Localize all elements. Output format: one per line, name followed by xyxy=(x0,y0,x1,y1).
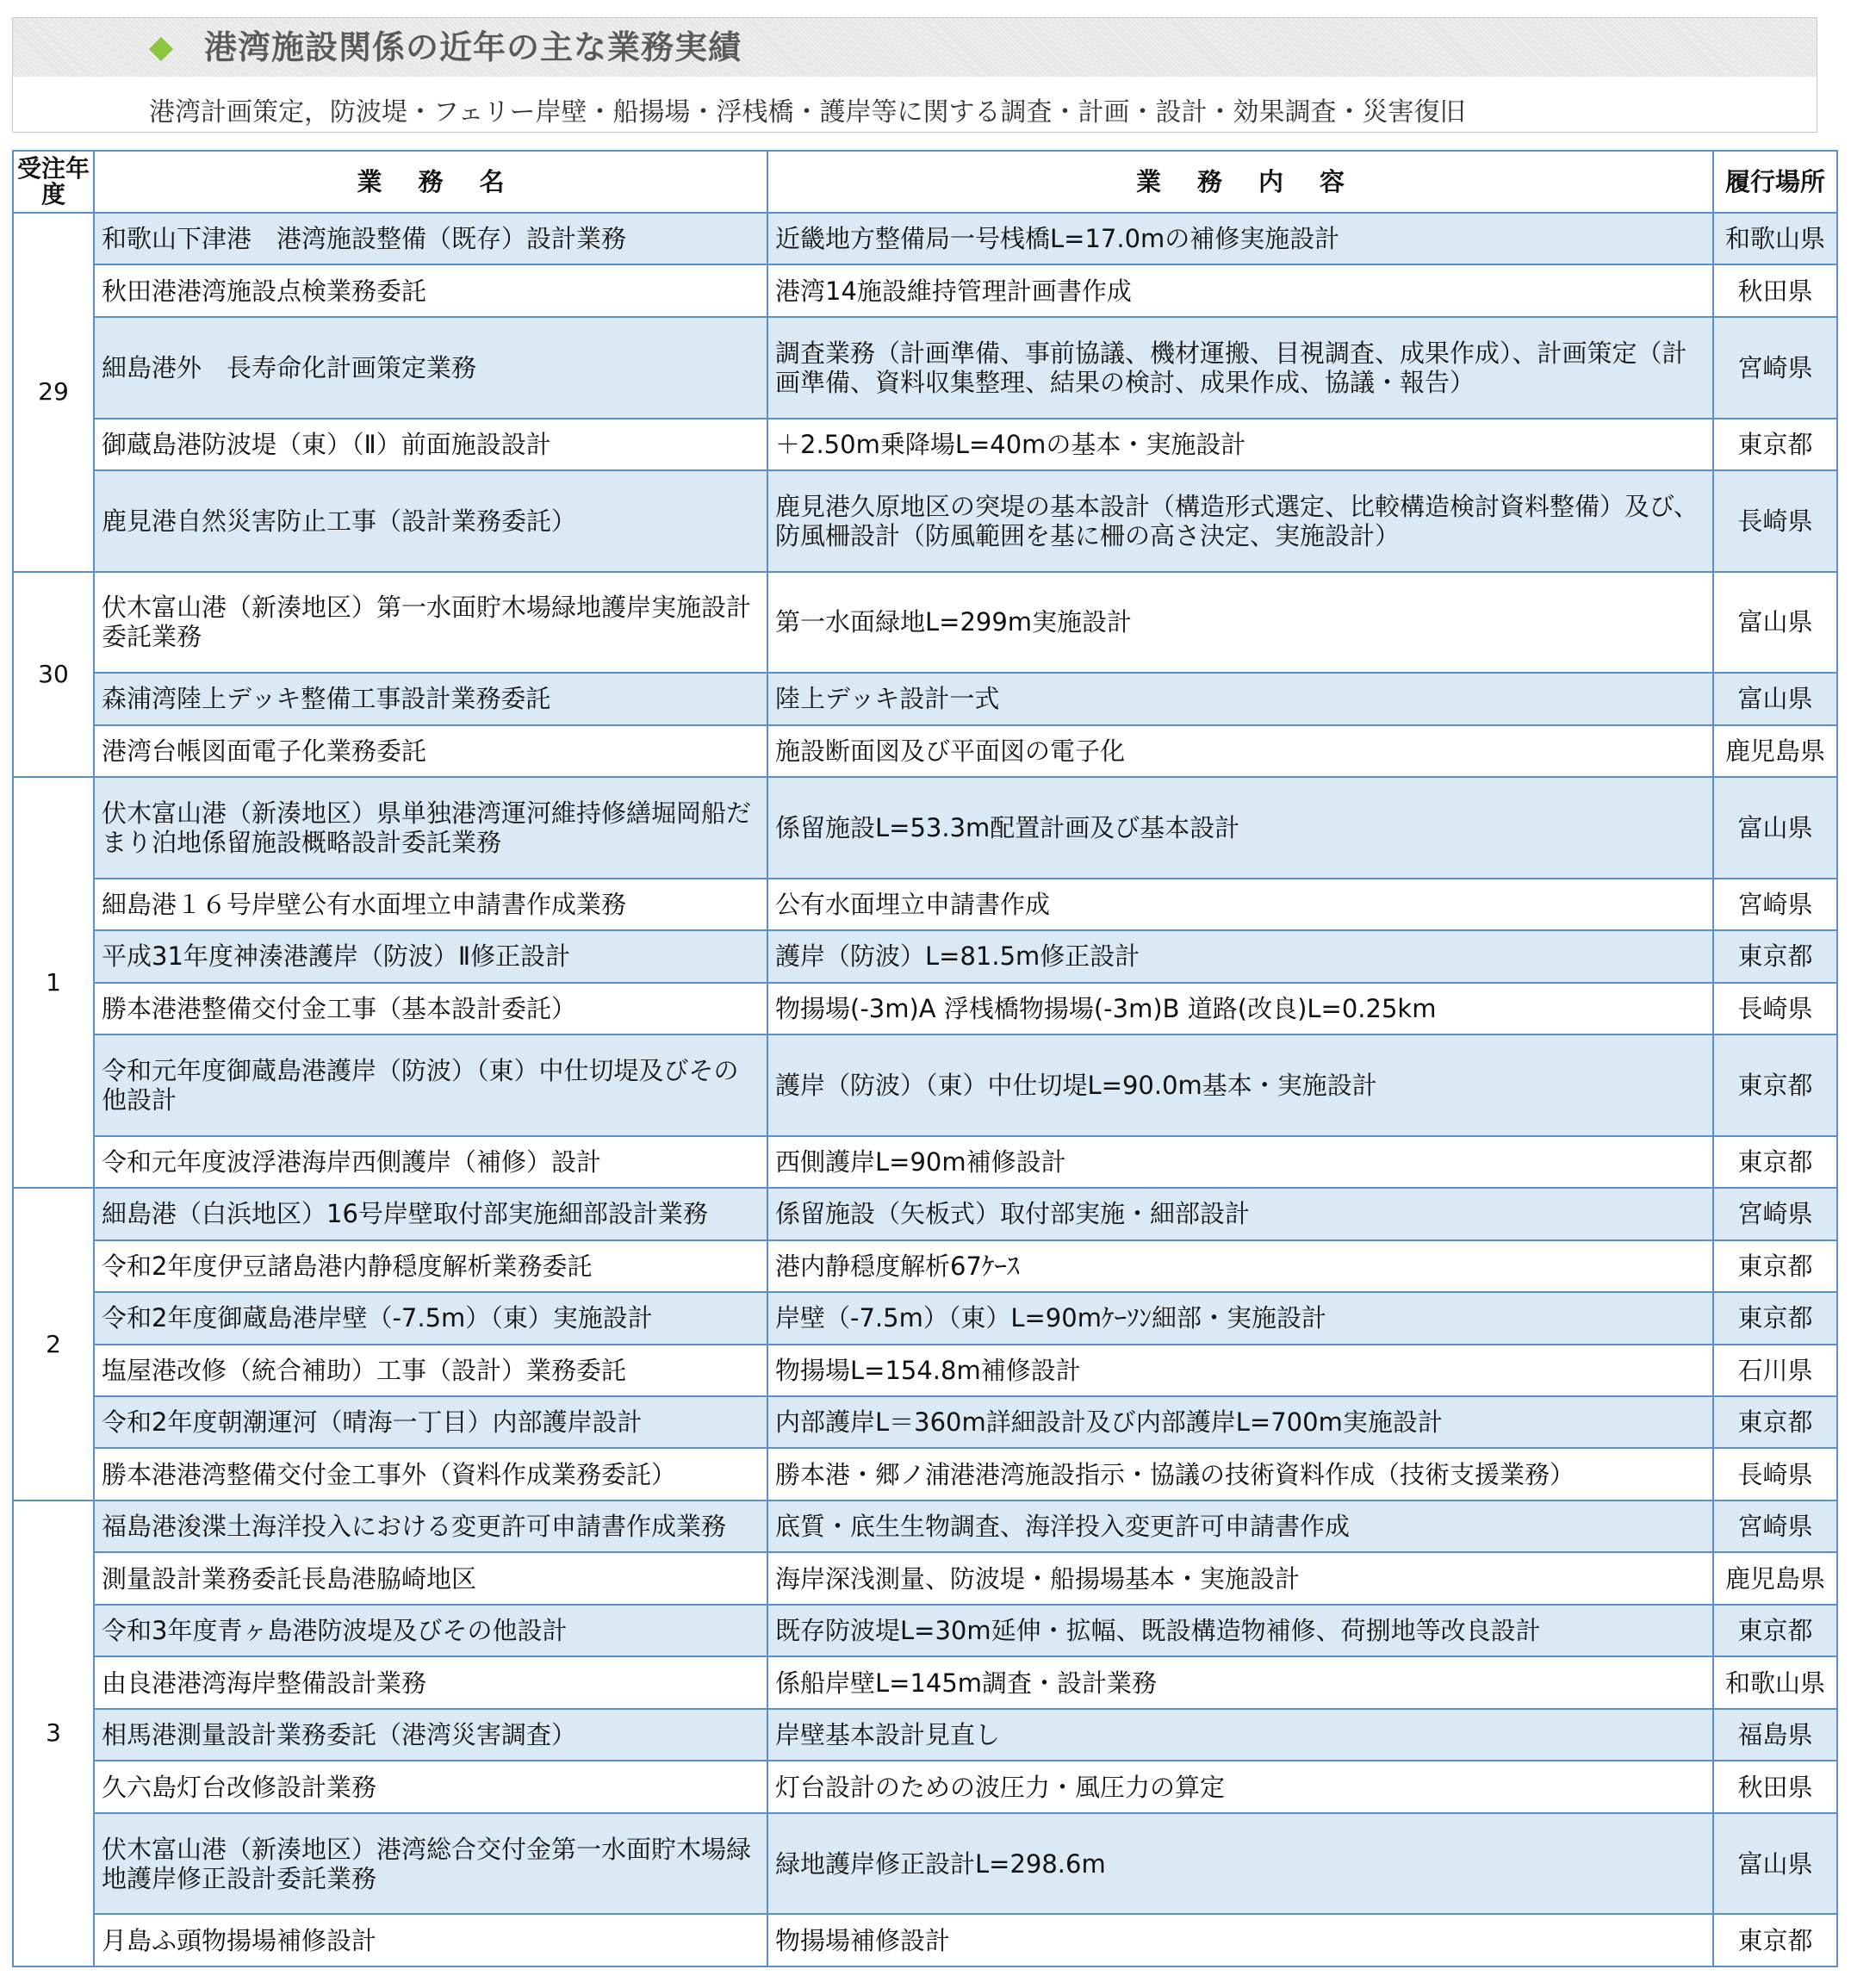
work-content-cell: 近畿地方整備局一号桟橋L=17.0mの補修実施設計 xyxy=(767,213,1713,264)
table-row xyxy=(13,1552,1837,1604)
work-content-cell: 物揚場(-3m)A 浮桟橋物揚場(-3m)B 道路(改良)L=0.25km xyxy=(767,983,1713,1034)
work-name-cell: 令和2年度御蔵島港岸壁（-7.5m）（東）実施設計 xyxy=(94,1292,767,1344)
place-cell: 宮崎県 xyxy=(1713,1500,1837,1552)
table-row xyxy=(13,213,1837,264)
place-cell: 長崎県 xyxy=(1713,983,1837,1034)
place-cell: 東京都 xyxy=(1713,1034,1837,1136)
place-cell: 東京都 xyxy=(1713,1396,1837,1448)
header-name: 業務名 xyxy=(94,151,767,213)
work-content-cell: 岸壁（-7.5m）（東）L=90mｹｰｿﾝ細部・実施設計 xyxy=(767,1292,1713,1344)
work-name-cell: 伏木富山港（新湊地区）第一水面貯木場緑地護岸実施設計委託業務 xyxy=(94,572,767,674)
work-content-cell: ＋2.50m乗降場L=40mの基本・実施設計 xyxy=(767,419,1713,470)
header-place: 履行場所 xyxy=(1713,151,1837,213)
place-cell: 秋田県 xyxy=(1713,264,1837,316)
work-content-cell: 施設断面図及び平面図の電子化 xyxy=(767,725,1713,777)
work-content-cell: 係船岸壁L=145m調査・設計業務 xyxy=(767,1656,1713,1708)
work-content-cell: 第一水面緑地L=299m実施設計 xyxy=(767,572,1713,674)
place-cell: 東京都 xyxy=(1713,419,1837,470)
work-name-cell: 令和元年度御蔵島港護岸（防波）（東）中仕切堤及びその他設計 xyxy=(94,1034,767,1136)
table-row xyxy=(13,1656,1837,1708)
place-cell: 鹿児島県 xyxy=(1713,725,1837,777)
place-cell: 和歌山県 xyxy=(1713,213,1837,264)
work-content-cell: 護岸（防波）（東）中仕切堤L=90.0m基本・実施設計 xyxy=(767,1034,1713,1136)
work-content-cell: 海岸深浅測量、防波堤・船揚場基本・実施設計 xyxy=(767,1552,1713,1604)
work-name-cell: 相馬港測量設計業務委託（港湾災害調査） xyxy=(94,1709,767,1761)
place-cell: 石川県 xyxy=(1713,1345,1837,1396)
work-content-cell: 港内静穏度解析67ｹｰｽ xyxy=(767,1240,1713,1292)
work-name-cell: 令和2年度朝潮運河（晴海一丁目）内部護岸設計 xyxy=(94,1396,767,1448)
work-name-cell: 平成31年度神湊港護岸（防波）Ⅱ修正設計 xyxy=(94,930,767,982)
work-name-cell: 令和元年度波浮港海岸西側護岸（補修）設計 xyxy=(94,1136,767,1188)
work-name-cell: 塩屋港改修（統合補助）工事（設計）業務委託 xyxy=(94,1345,767,1396)
year-cell: 1 xyxy=(13,777,94,1188)
work-content-cell: 底質・底生生物調査、海洋投入変更許可申請書作成 xyxy=(767,1500,1713,1552)
table-row xyxy=(13,983,1837,1034)
table-row xyxy=(13,1605,1837,1656)
place-cell: 東京都 xyxy=(1713,1240,1837,1292)
work-name-cell: 秋田港港湾施設点検業務委託 xyxy=(94,264,767,316)
table-row xyxy=(13,1709,1837,1761)
place-cell: 東京都 xyxy=(1713,1914,1837,1966)
year-cell: 29 xyxy=(13,213,94,572)
year-cell: 30 xyxy=(13,572,94,778)
work-name-cell: 伏木富山港（新湊地区）県単独港湾運河維持修繕堀岡船だまり泊地係留施設概略設計委託業務 xyxy=(94,777,767,879)
work-content-cell: 西側護岸L=90m補修設計 xyxy=(767,1136,1713,1188)
work-content-cell: 調査業務（計画準備、事前協議、機材運搬、目視調査、成果作成）、計画策定（計画準備、資料収集整理、結果の検討、成果作成、協議・報告） xyxy=(767,317,1713,419)
work-content-cell: 係留施設（矢板式）取付部実施・細部設計 xyxy=(767,1188,1713,1239)
work-name-cell: 細島港１６号岸壁公有水面埋立申請書作成業務 xyxy=(94,879,767,930)
table-row xyxy=(13,1500,1837,1552)
table-row xyxy=(13,470,1837,572)
table-row xyxy=(13,777,1837,879)
place-cell: 宮崎県 xyxy=(1713,1188,1837,1239)
work-content-cell: 公有水面埋立申請書作成 xyxy=(767,879,1713,930)
table-row xyxy=(13,1761,1837,1812)
place-cell: 東京都 xyxy=(1713,1136,1837,1188)
place-cell: 長崎県 xyxy=(1713,470,1837,572)
place-cell: 宮崎県 xyxy=(1713,317,1837,419)
work-name-cell: 令和3年度青ヶ島港防波堤及びその他設計 xyxy=(94,1605,767,1656)
table-row xyxy=(13,1188,1837,1239)
work-name-cell: 細島港（白浜地区）16号岸壁取付部実施細部設計業務 xyxy=(94,1188,767,1239)
place-cell: 東京都 xyxy=(1713,930,1837,982)
work-name-cell: 森浦湾陸上デッキ整備工事設計業務委託 xyxy=(94,673,767,724)
place-cell: 宮崎県 xyxy=(1713,879,1837,930)
table-row xyxy=(13,1345,1837,1396)
section-subtitle: 港湾計画策定，防波堤・フェリー岸壁・船揚場・浮桟橋・護岸等に関する調査・計画・設計・効果調査・災害復旧 xyxy=(149,97,1466,127)
table-row xyxy=(13,1813,1837,1915)
work-content-cell: 勝本港・郷ノ浦港港湾施設指示・協議の技術資料作成（技術支援業務） xyxy=(767,1448,1713,1500)
table-row xyxy=(13,1240,1837,1292)
work-content-cell: 鹿見港久原地区の突堤の基本設計（構造形式選定、比較構造検討資料整備）及び、防風柵設計（防風範囲を基に柵の高さ決定、実施設計） xyxy=(767,470,1713,572)
work-name-cell: 測量設計業務委託長島港脇崎地区 xyxy=(94,1552,767,1604)
section-header xyxy=(12,17,1817,133)
place-cell: 福島県 xyxy=(1713,1709,1837,1761)
table-row xyxy=(13,264,1837,316)
header-content: 業務内容 xyxy=(767,151,1713,213)
work-content-cell: 係留施設L=53.3m配置計画及び基本設計 xyxy=(767,777,1713,879)
work-name-cell: 令和2年度伊豆諸島港内静穏度解析業務委託 xyxy=(94,1240,767,1292)
work-content-cell: 陸上デッキ設計一式 xyxy=(767,673,1713,724)
place-cell: 鹿児島県 xyxy=(1713,1552,1837,1604)
table-row xyxy=(13,1914,1837,1966)
place-cell: 富山県 xyxy=(1713,777,1837,879)
place-cell: 和歌山県 xyxy=(1713,1656,1837,1708)
place-cell: 東京都 xyxy=(1713,1605,1837,1656)
work-name-cell: 福島港浚渫土海洋投入における変更許可申請書作成業務 xyxy=(94,1500,767,1552)
work-name-cell: 御蔵島港防波堤（東）（Ⅱ）前面施設設計 xyxy=(94,419,767,470)
work-content-cell: 既存防波堤L=30m延伸・拡幅、既設構造物補修、荷捌地等改良設計 xyxy=(767,1605,1713,1656)
table-row xyxy=(13,930,1837,982)
work-content-cell: 港湾14施設維持管理計画書作成 xyxy=(767,264,1713,316)
place-cell: 富山県 xyxy=(1713,673,1837,724)
work-name-cell: 鹿見港自然災害防止工事（設計業務委託） xyxy=(94,470,767,572)
section-title: 港湾施設関係の近年の主な業務実績 xyxy=(204,28,742,66)
place-cell: 富山県 xyxy=(1713,572,1837,674)
place-cell: 秋田県 xyxy=(1713,1761,1837,1812)
table-row xyxy=(13,1292,1837,1344)
place-cell: 富山県 xyxy=(1713,1813,1837,1915)
work-name-cell: 勝本港港湾整備交付金工事外（資料作成業務委託） xyxy=(94,1448,767,1500)
table-row xyxy=(13,1034,1837,1136)
header-year: 受注年度 xyxy=(13,151,94,213)
work-content-cell: 護岸（防波）L=81.5m修正設計 xyxy=(767,930,1713,982)
work-name-cell: 久六島灯台改修設計業務 xyxy=(94,1761,767,1812)
table-body xyxy=(13,213,1837,1966)
year-cell: 3 xyxy=(13,1500,94,1966)
work-name-cell: 勝本港港整備交付金工事（基本設計委託） xyxy=(94,983,767,1034)
table-header-row xyxy=(13,151,1837,213)
work-name-cell: 伏木富山港（新湊地区）港湾総合交付金第一水面貯木場緑地護岸修正設計委託業務 xyxy=(94,1813,767,1915)
table-row xyxy=(13,572,1837,674)
work-content-cell: 緑地護岸修正設計L=298.6m xyxy=(767,1813,1713,1915)
work-content-cell: 物揚場補修設計 xyxy=(767,1914,1713,1966)
work-content-cell: 内部護岸L＝360m詳細設計及び内部護岸L=700m実施設計 xyxy=(767,1396,1713,1448)
table-row xyxy=(13,725,1837,777)
place-cell: 長崎県 xyxy=(1713,1448,1837,1500)
table-row xyxy=(13,419,1837,470)
table-row xyxy=(13,673,1837,724)
table-row xyxy=(13,1396,1837,1448)
place-cell: 東京都 xyxy=(1713,1292,1837,1344)
work-content-cell: 灯台設計のための波圧力・風圧力の算定 xyxy=(767,1761,1713,1812)
table-row xyxy=(13,1448,1837,1500)
work-name-cell: 由良港港湾海岸整備設計業務 xyxy=(94,1656,767,1708)
work-name-cell: 和歌山下津港 港湾施設整備（既存）設計業務 xyxy=(94,213,767,264)
work-name-cell: 月島ふ頭物揚場補修設計 xyxy=(94,1914,767,1966)
work-content-cell: 物揚場L=154.8m補修設計 xyxy=(767,1345,1713,1396)
table-row xyxy=(13,879,1837,930)
work-name-cell: 細島港外 長寿命化計画策定業務 xyxy=(94,317,767,419)
work-name-cell: 港湾台帳図面電子化業務委託 xyxy=(94,725,767,777)
year-cell: 2 xyxy=(13,1188,94,1500)
table-row xyxy=(13,1136,1837,1188)
work-content-cell: 岸壁基本設計見直し xyxy=(767,1709,1713,1761)
table-row xyxy=(13,317,1837,419)
works-table xyxy=(12,150,1838,1967)
